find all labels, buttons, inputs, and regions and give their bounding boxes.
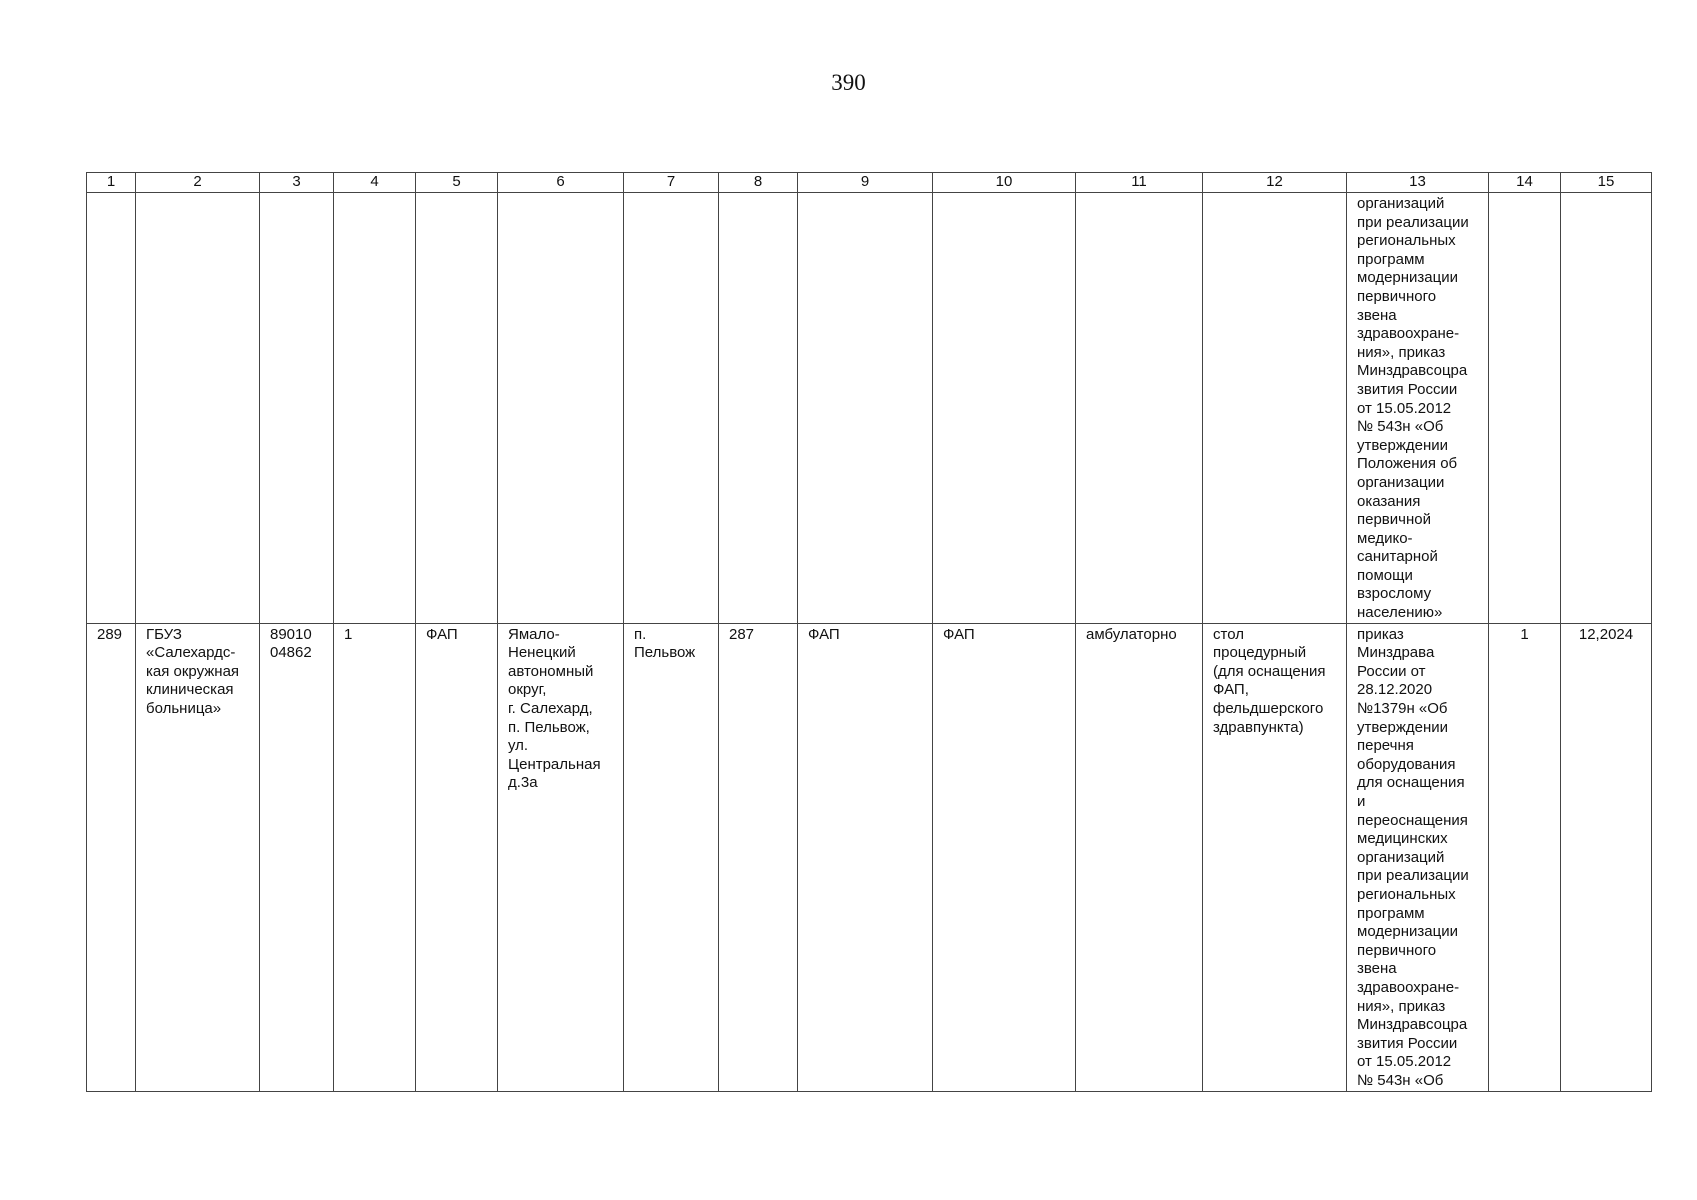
row-number-cell: 289 xyxy=(87,623,136,1091)
column-number: 13 xyxy=(1347,173,1489,193)
empty-cell xyxy=(933,193,1076,624)
empty-cell xyxy=(334,193,416,624)
equipment-table xyxy=(86,172,1652,1092)
empty-cell xyxy=(1489,193,1561,624)
table-row xyxy=(87,623,1652,1091)
department-cell: ФАП xyxy=(933,623,1076,1091)
empty-cell xyxy=(624,193,719,624)
empty-cell xyxy=(719,193,798,624)
empty-cell xyxy=(1076,193,1203,624)
settlement-cell: п. Пельвож xyxy=(624,623,719,1091)
code-cell: 89010 04862 xyxy=(260,623,334,1091)
column-number: 3 xyxy=(260,173,334,193)
column-number: 11 xyxy=(1076,173,1203,193)
regulation-cell: приказ Минздрава России от 28.12.2020 №1379н «Об утверждении перечня оборудования для оснащения и переоснащения медицинских организаций при реализации региональных программ модернизации первичного звена здравоохране- ния», приказ Минздравсоцра звития России от 15.05.2012 № 543н «Об xyxy=(1347,623,1489,1091)
column-number: 5 xyxy=(416,173,498,193)
column-number: 9 xyxy=(798,173,933,193)
column-number: 4 xyxy=(334,173,416,193)
empty-cell xyxy=(1203,193,1347,624)
empty-cell xyxy=(136,193,260,624)
empty-cell xyxy=(260,193,334,624)
address-cell: Ямало- Ненецкий автономный округ, г. Салехард, п. Пельвож, ул. Центральная д.3а xyxy=(498,623,624,1091)
organization-cell: ГБУЗ «Салехардс- кая окружная клиническая больница» xyxy=(136,623,260,1091)
column-number: 2 xyxy=(136,173,260,193)
column-number: 12 xyxy=(1203,173,1347,193)
unit-type-cell: ФАП xyxy=(798,623,933,1091)
empty-cell xyxy=(1561,193,1652,624)
page-number: 390 xyxy=(831,70,866,95)
facility-type-cell: ФАП xyxy=(416,623,498,1091)
column-number: 8 xyxy=(719,173,798,193)
quantity-cell: 1 xyxy=(1489,623,1561,1091)
column-number: 7 xyxy=(624,173,719,193)
column-number: 15 xyxy=(1561,173,1652,193)
column-number-row xyxy=(87,173,1652,193)
number-cell: 287 xyxy=(719,623,798,1091)
empty-cell xyxy=(498,193,624,624)
column-number: 6 xyxy=(498,173,624,193)
empty-cell xyxy=(416,193,498,624)
count-cell: 1 xyxy=(334,623,416,1091)
deadline-cell: 12,2024 xyxy=(1561,623,1652,1091)
column-number: 14 xyxy=(1489,173,1561,193)
continuation-row xyxy=(87,193,1652,624)
regulation-cell: организаций при реализации региональных программ модернизации первичного звена здравоохране- ния», приказ Минздравсоцра звития России от 15.05.2012 № 543н «Об утверждении Положения об организации оказания первичной медико- санитарной помощи взрослому населению» xyxy=(1347,193,1489,624)
care-condition-cell: амбулаторно xyxy=(1076,623,1203,1091)
equipment-cell: стол процедурный (для оснащения ФАП, фельдшерского здравпункта) xyxy=(1203,623,1347,1091)
column-number: 1 xyxy=(87,173,136,193)
column-number: 10 xyxy=(933,173,1076,193)
empty-cell xyxy=(798,193,933,624)
empty-cell xyxy=(87,193,136,624)
